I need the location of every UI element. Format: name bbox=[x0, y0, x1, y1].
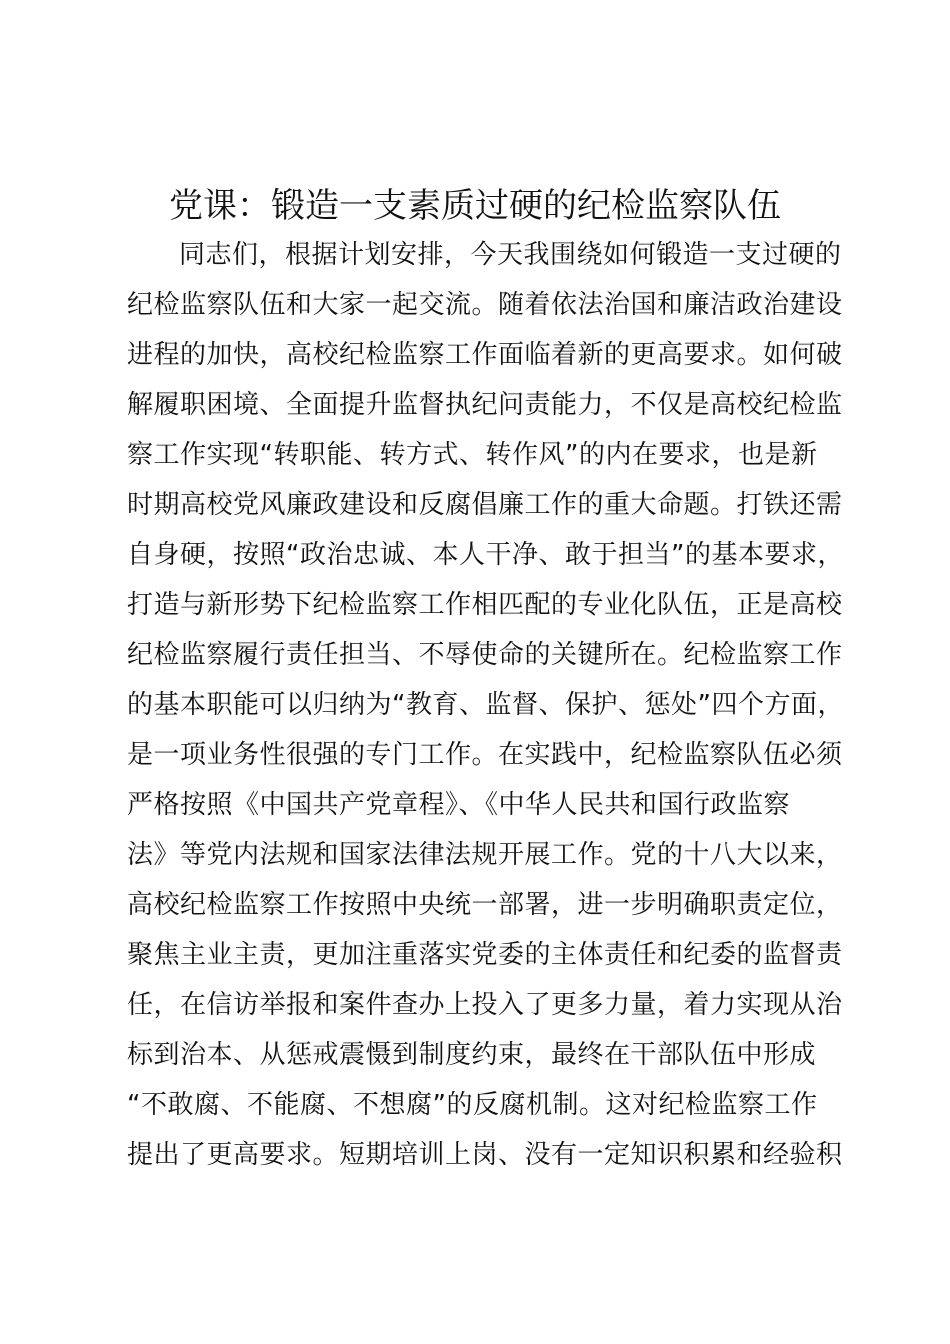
paragraph-line: 聚焦主业主责，更加注重落实党委的主体责任和纪委的监督责 bbox=[127, 940, 843, 970]
paragraph-line: 严格按照《中国共产党章程》、《中华人民共和国行政监察 bbox=[127, 790, 791, 820]
paragraph-line: 法》等党内法规和国家法律法规开展工作。党的十八大以来， bbox=[127, 840, 843, 870]
paragraph-line: 同志们，根据计划安排，今天我围绕如何锻造一支过硬的 bbox=[179, 240, 842, 270]
paragraph-line: 标到治本、从惩戒震慑到制度约束，最终在干部队伍中形成 bbox=[127, 1040, 817, 1070]
paragraph-line: 高校纪检监察工作按照中央统一部署，进一步明确职责定位， bbox=[127, 890, 843, 920]
paragraph-line: 是一项业务性很强的专门工作。在实践中，纪检监察队伍必须 bbox=[127, 740, 843, 770]
paragraph-line: 自身硬，按照“政治忠诚、本人干净、敢于担当”的基本要求， bbox=[127, 540, 844, 570]
paragraph-line: 纪检监察队伍和大家一起交流。随着依法治国和廉洁政治建设 bbox=[127, 290, 843, 320]
paragraph-line: 纪检监察履行责任担当、不辱使命的关键所在。纪检监察工作 bbox=[127, 640, 843, 670]
paragraph-line: 察工作实现“转职能、转方式、转作风”的内在要求，也是新 bbox=[127, 440, 818, 470]
paragraph-line: 进程的加快，高校纪检监察工作面临着新的更高要求。如何破 bbox=[127, 340, 843, 370]
paragraph-line: 解履职困境、全面提升监督执纪问责能力，不仅是高校纪检监 bbox=[127, 390, 843, 420]
paragraph-line: “不敢腐、不能腐、不想腐”的反腐机制。这对纪检监察工作 bbox=[127, 1090, 818, 1120]
paragraph-line: 时期高校党风廉政建设和反腐倡廉工作的重大命题。打铁还需 bbox=[127, 490, 843, 520]
paragraph-line: 的基本职能可以归纳为“教育、监督、保护、惩处”四个方面， bbox=[127, 690, 844, 720]
document-body bbox=[127, 230, 847, 1180]
paragraph-line: 提出了更高要求。短期培训上岗、没有一定知识积累和经验积 bbox=[127, 1140, 843, 1170]
document-title: 党课：锻造一支素质过硬的纪检监察队伍 bbox=[169, 186, 781, 226]
paragraph-line: 任，在信访举报和案件查办上投入了更多力量，着力实现从治 bbox=[127, 990, 843, 1020]
paragraph-line: 打造与新形势下纪检监察工作相匹配的专业化队伍，正是高校 bbox=[127, 590, 843, 620]
